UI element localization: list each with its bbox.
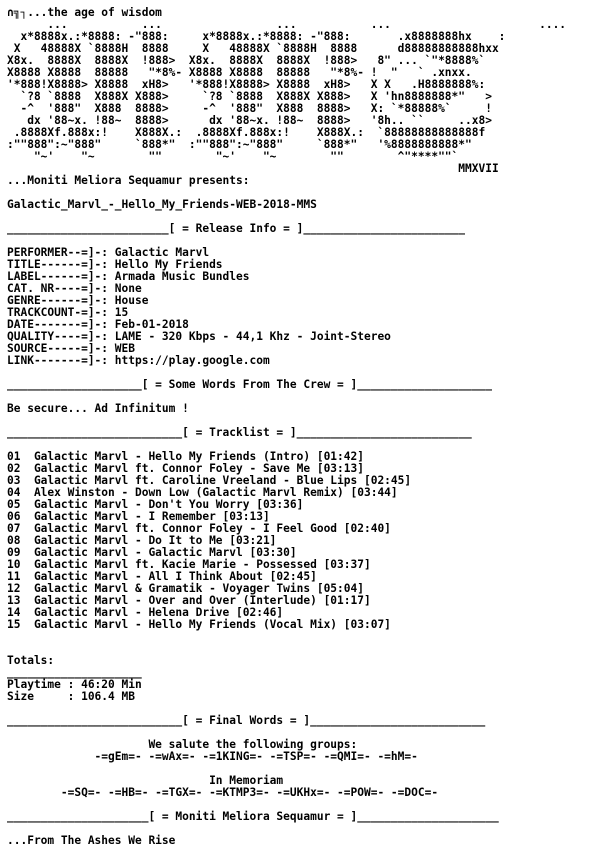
nfo-line: TRACKCOUNT-=]-: 15	[7, 306, 129, 319]
nfo-text-document	[7, 7, 587, 847]
nfo-line: dx '88~x. !88~ 8888> dx '88~x. !88~ 8888> '8h.. `` ..x8>	[7, 114, 492, 127]
nfo-line: '*888!X8888> X8888 xH8> '*888!X8888> X8888 xH8> X X .H8888888%:	[7, 78, 486, 91]
nfo-line: -=gEm=- -=wAx=- -=1KING=- -=TSP=- -=QMI=- -=hM=-	[7, 750, 418, 763]
nfo-line: X8x. 8888X 8888X !888> X8x. 8888X 8888X !888> 8" ... `"*8888%`	[7, 54, 486, 67]
nfo-line: GENRE------=]-: House	[7, 294, 149, 307]
nfo-line: .8888Xf.888x:! X888X.: .8888Xf.888x:! X888X.: `88888888888888f	[7, 126, 486, 139]
nfo-line: 04 Alex Winston - Down Low (Galactic Marvl Remix) [03:44]	[7, 486, 398, 499]
nfo-line: SOURCE-----=]-: WEB	[7, 342, 135, 355]
nfo-line: Playtime : 46:20 Min	[7, 678, 142, 691]
nfo-line: 10 Galactic Marvl ft. Kacie Marie - Possessed [03:37]	[7, 558, 371, 571]
nfo-line: 08 Galactic Marvl - Do It to Me [03:21]	[7, 534, 277, 547]
nfo-line: Totals:	[7, 654, 55, 667]
nfo-line: We salute the following groups:	[7, 738, 358, 751]
nfo-line: X8888 X8888 88888 "*8%- X8888 X8888 88888 "*8%- ! " ` .xnxx.	[7, 66, 472, 79]
nfo-line: LINK-------=]-: https://play.google.com	[7, 354, 270, 367]
nfo-line: 03 Galactic Marvl ft. Caroline Vreeland - Blue Lips [02:45]	[7, 474, 412, 487]
nfo-line: MMXVII	[7, 162, 499, 175]
nfo-line: 07 Galactic Marvl ft. Connor Foley - I Feel Good [02:40]	[7, 522, 391, 535]
nfo-line: 15 Galactic Marvl - Hello My Friends (Vocal Mix) [03:07]	[7, 618, 391, 631]
nfo-line: ________________________[ = Release Info = ]________________________	[7, 222, 466, 235]
nfo-line: Size : 106.4 MB	[7, 690, 135, 703]
nfo-line: QUALITY----=]-: LAME - 320 Kbps - 44,1 Khz - Joint-Stereo	[7, 330, 391, 343]
nfo-line: LABEL------=]-: Armada Music Bundles	[7, 270, 250, 283]
nfo-line: 14 Galactic Marvl - Helena Drive [02:46]	[7, 606, 284, 619]
nfo-line: Galactic_Marvl_-_Hello_My_Friends-WEB-2018-MMS	[7, 198, 317, 211]
nfo-line: CAT. NR----=]-: None	[7, 282, 142, 295]
nfo-line: TITLE------=]-: Hello My Friends	[7, 258, 223, 271]
nfo-line: __________________________[ = Tracklist = ]__________________________	[7, 426, 472, 439]
nfo-line: 12 Galactic Marvl & Gramatik - Voyager Twins [05:04]	[7, 582, 364, 595]
nfo-line: ____________________	[7, 666, 142, 679]
nfo-line: X 48888X `8888H 8888 X 48888X `8888H 8888 d88888888888hxx	[7, 42, 499, 55]
nfo-line: x*8888x.:*8888: -"888: x*8888x.:*8888: -"888: .x8888888hx :	[7, 30, 506, 43]
nfo-line: 02 Galactic Marvl ft. Connor Foley - Save Me [03:13]	[7, 462, 364, 475]
nfo-line: PERFORMER--=]-: Galactic Marvl	[7, 246, 210, 259]
nfo-line: "~' "~ "" "~' "~ "" ^"****""`	[7, 150, 459, 163]
nfo-line: `?8 `8888 X888X X888> `?8 `8888 X888X X888> X 'hn8888888*" >	[7, 90, 492, 103]
nfo-line: 05 Galactic Marvl - Don't You Worry [03:36]	[7, 498, 304, 511]
nfo-line: __________________________[ = Final Words = ]__________________________	[7, 714, 486, 727]
nfo-line: In Memoriam	[7, 774, 284, 787]
nfo-line: ∩╗┐...the age of wisdom	[7, 7, 162, 19]
nfo-line: -^ '888" X888 8888> -^ '888" X888 8888> X: `*88888%` !	[7, 102, 492, 115]
nfo-line: ...Moniti Meliora Sequamur presents:	[7, 174, 250, 187]
nfo-line: :""888":~"888" `888*" :""888":~"888" `888*" '%8888888888*"	[7, 138, 472, 151]
nfo-line: _____________________[ = Moniti Meliora Sequamur = ]_____________________	[7, 810, 499, 823]
nfo-line: 11 Galactic Marvl - All I Think About [02:45]	[7, 570, 317, 583]
nfo-line: 13 Galactic Marvl - Over and Over (Interlude) [01:17]	[7, 594, 371, 607]
nfo-line: -=SQ=- -=HB=- -=TGX=- -=KTMP3=- -=UKHx=- -=POW=- -=DOC=-	[7, 786, 439, 799]
nfo-line: 01 Galactic Marvl - Hello My Friends (Intro) [01:42]	[7, 450, 364, 463]
nfo-line: ... ... ... ... ....	[7, 18, 567, 31]
nfo-line: Be secure... Ad Infinitum !	[7, 402, 189, 415]
nfo-line: 09 Galactic Marvl - Galactic Marvl [03:30]	[7, 546, 297, 559]
nfo-line: ____________________[ = Some Words From The Crew = ]____________________	[7, 378, 492, 391]
nfo-line: DATE-------=]-: Feb-01-2018	[7, 318, 189, 331]
nfo-line: 06 Galactic Marvl - I Remember [03:13]	[7, 510, 270, 523]
nfo-line: ...From The Ashes We Rise	[7, 834, 176, 847]
